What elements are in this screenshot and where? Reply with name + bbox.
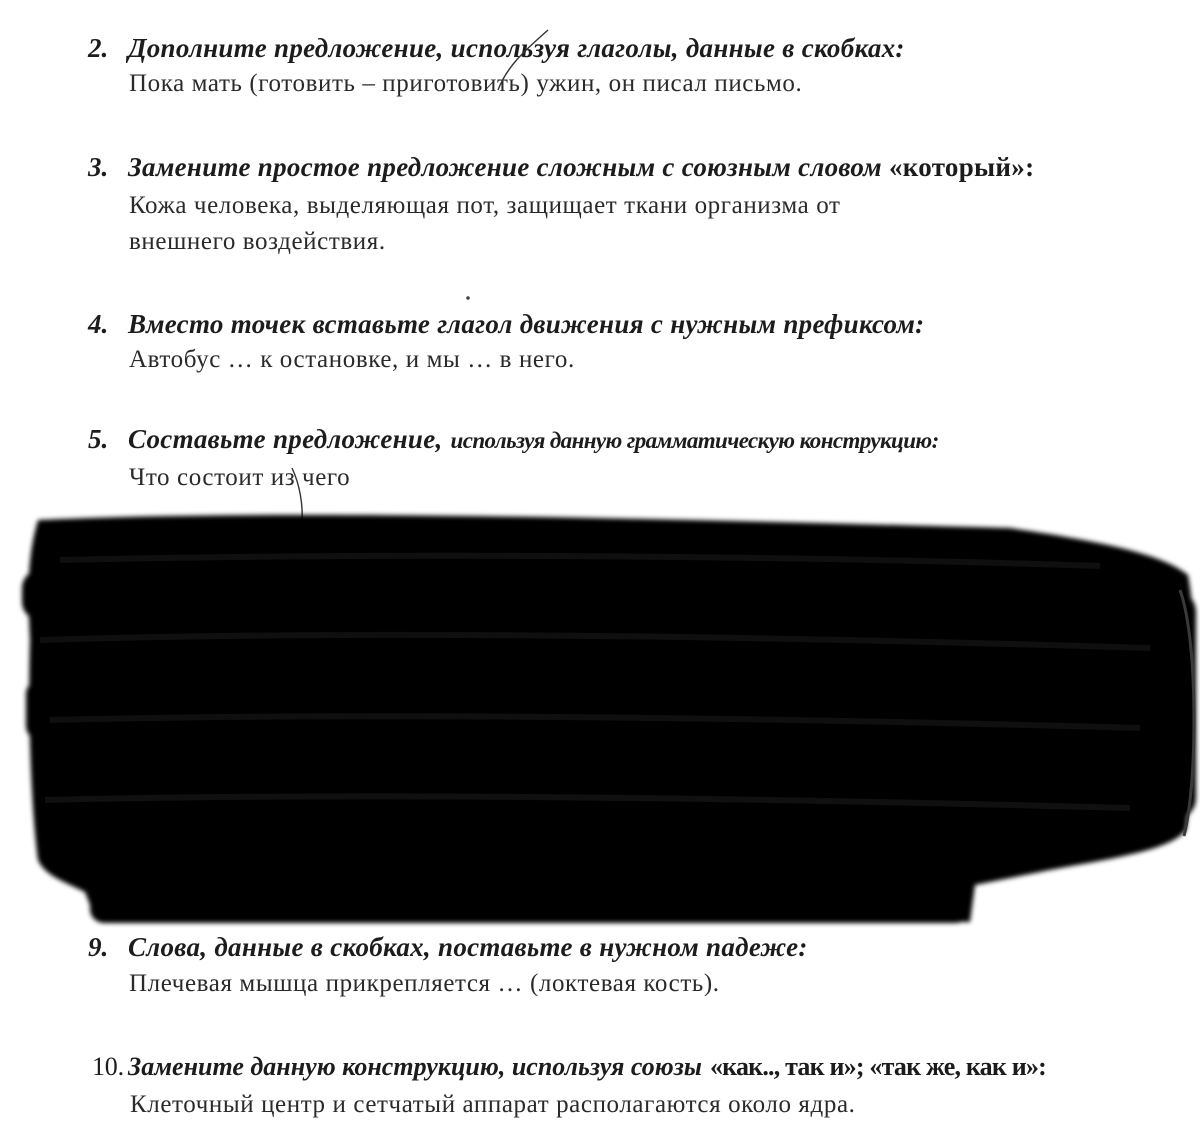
task-number: 9.	[88, 932, 109, 962]
task-sentence	[129, 344, 1193, 376]
sentence-line: внешнего воздействия.	[129, 228, 386, 255]
task-9	[88, 930, 1193, 1000]
task-instruction: Замените данную конструкцию, используя союзы	[128, 1052, 702, 1081]
task-4	[88, 307, 1193, 376]
sentence-line: Автобус … к остановке, и мы … в него.	[129, 346, 575, 373]
task-sentence	[129, 968, 1193, 1000]
sentence-line: Что состоит из чего	[129, 464, 351, 491]
sentence-line: Кожа человека, выделяющая пот, защищает ткани организма от	[129, 192, 841, 219]
task-sentence	[129, 68, 1193, 100]
task-instruction: Дополните предложение, используя глаголы, данные в скобках:	[128, 33, 905, 63]
task-number: 10.	[92, 1052, 124, 1081]
task-3	[88, 150, 1193, 260]
task-instruction-condensed: используя данную грамматическую конструкцию:	[450, 428, 939, 453]
task-sentence	[129, 188, 1193, 260]
task-sentence	[129, 462, 1193, 494]
task-number: 3.	[88, 152, 109, 182]
task-10	[92, 1050, 1197, 1121]
task-instruction: Составьте предложение,	[128, 424, 443, 454]
task-number: 4.	[88, 309, 109, 339]
task-number: 2.	[88, 33, 109, 63]
task-instruction: Замените простое предложение сложным с союзным словом	[128, 152, 882, 182]
task-2	[88, 31, 1193, 100]
task-instruction: Слова, данные в скобках, поставьте в нужном падеже:	[128, 932, 808, 962]
sentence-line: Плечевая мышца прикрепляется … (локтевая кость).	[129, 970, 720, 997]
task-instruction-emphasis: «который»:	[888, 152, 1035, 182]
task-instruction: Вместо точек вставьте глагол движения с нужным префиксом:	[128, 309, 925, 339]
task-instruction-emphasis: «как.., так и»; «так же, как и»:	[709, 1052, 1046, 1081]
task-sentence	[130, 1089, 1197, 1121]
sentence-line: Пока мать (готовить – приготовить) ужин, он писал письмо.	[129, 70, 803, 97]
task-number: 5.	[88, 424, 109, 454]
sentence-line: Клеточный центр и сетчатый аппарат располагаются около ядра.	[130, 1091, 856, 1118]
task-5	[88, 422, 1193, 494]
